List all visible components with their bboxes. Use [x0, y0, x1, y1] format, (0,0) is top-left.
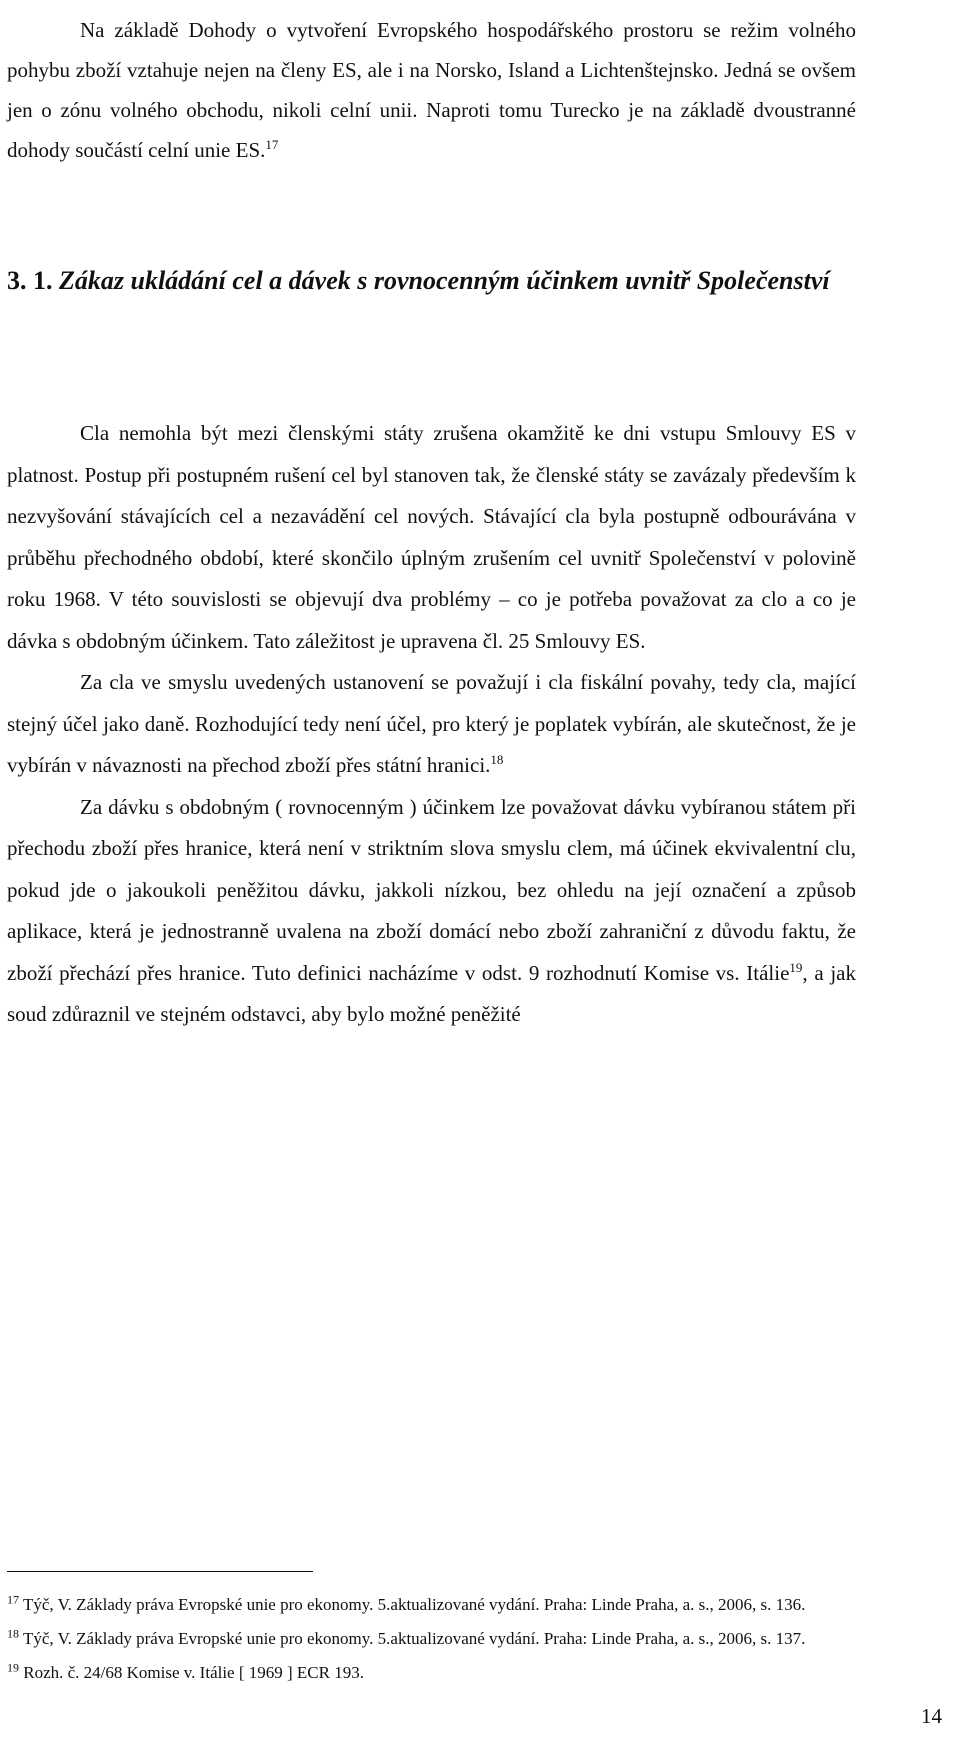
- footnote-18: [7, 1622, 860, 1656]
- section-heading: [7, 255, 860, 307]
- paragraph-2-text: Za cla ve smyslu uvedených ustanovení se považují i cla fiskální povahy, tedy cla, mající stejný účel jako daně. Rozhodující tedy není účel, pro který je poplatek vybírán, ale skutečnost, že je vybírán v návaznosti na přechod zboží přes státní hranici.: [7, 670, 856, 777]
- paragraph-1-text: Cla nemohla být mezi členskými státy zrušena okamžitě ke dni vstupu Smlouvy ES v platnost. Postup při postupném rušení cel byl stanoven tak, že členské státy se zavázaly především k nezvyšování stávajících cel a nezavádění cel nových. Stávající cla byla postupně odbourávána v průběhu přechodného období, které skončilo úplným zrušením cel uvnitř Společenství v polovině roku 1968. V této souvislosti se objevují dva problémy – co je potřeba považovat za clo a co je dávka s obdobným účinkem. Tato záležitost je upravena čl. 25 Smlouvy ES.: [7, 421, 856, 653]
- footnote-text: Týč, V. Základy práva Evropské unie pro ekonomy. 5.aktualizované vydání. Praha: Linde Praha, a. s., 2006, s. 136.: [22, 1595, 806, 1614]
- paragraph-3: [7, 787, 856, 1036]
- footnote-ref-17[interactable]: 17: [265, 137, 279, 152]
- footnote-number: 17: [7, 1592, 19, 1607]
- footnote-ref-18[interactable]: 18: [490, 752, 504, 767]
- intro-paragraph: [7, 10, 856, 170]
- section-number: 3. 1.: [7, 266, 53, 295]
- paragraph-1: [7, 413, 856, 662]
- footnote-text: Rozh. č. 24/68 Komise v. Itálie [ 1969 ] ECR 193.: [23, 1663, 364, 1682]
- footnote-number: 18: [7, 1626, 19, 1641]
- footnote-divider: [7, 1571, 313, 1572]
- footnotes: [7, 1588, 860, 1690]
- footnote-text: Týč, V. Základy práva Evropské unie pro ekonomy. 5.aktualizované vydání. Praha: Linde Praha, a. s., 2006, s. 137.: [22, 1629, 806, 1648]
- footnote-17: [7, 1588, 860, 1622]
- paragraph-3-text-a: Za dávku s obdobným ( rovnocenným ) účinkem lze považovat dávku vybíranou státem při přechodu zboží přes hranice, která není v striktním slova smyslu clem, má účinek ekvivalentní clu, pokud jde o jakoukoli peněžitou dávku, jakkoli nízkou, bez ohledu na její označení a způsob aplikace, která je jednostranně uvalena na zboží domácí nebo zboží zahraniční z důvodu faktu, že zboží přechází přes hranice. Tuto definici nacházíme v odst. 9 rozhodnutí Komise vs. Itálie: [7, 794, 856, 985]
- page-number: 14: [921, 1704, 942, 1728]
- paragraph-2: [7, 662, 856, 787]
- paragraph-3-text-b: , a jak soud zdůraznil ve stejném odstavci, aby bylo možné peněžité: [7, 960, 856, 1026]
- footnote-number: 19: [7, 1660, 19, 1675]
- section-title: Zákaz ukládání cel a dávek s rovnocenným účinkem uvnitř Společenství: [59, 266, 830, 295]
- footnote-19: [7, 1656, 860, 1690]
- intro-text: Na základě Dohody o vytvoření Evropského hospodářského prostoru se režim volného pohybu zboží vztahuje nejen na členy ES, ale i na Norsko, Island a Lichtenštejnsko. Jedná se ovšem jen o zónu volného obchodu, nikoli celní unii. Naproti tomu Turecko je na základě dvoustranné dohody součástí celní unie ES.: [7, 18, 856, 162]
- footnote-ref-19[interactable]: 19: [789, 959, 803, 975]
- body-text: [7, 413, 856, 1036]
